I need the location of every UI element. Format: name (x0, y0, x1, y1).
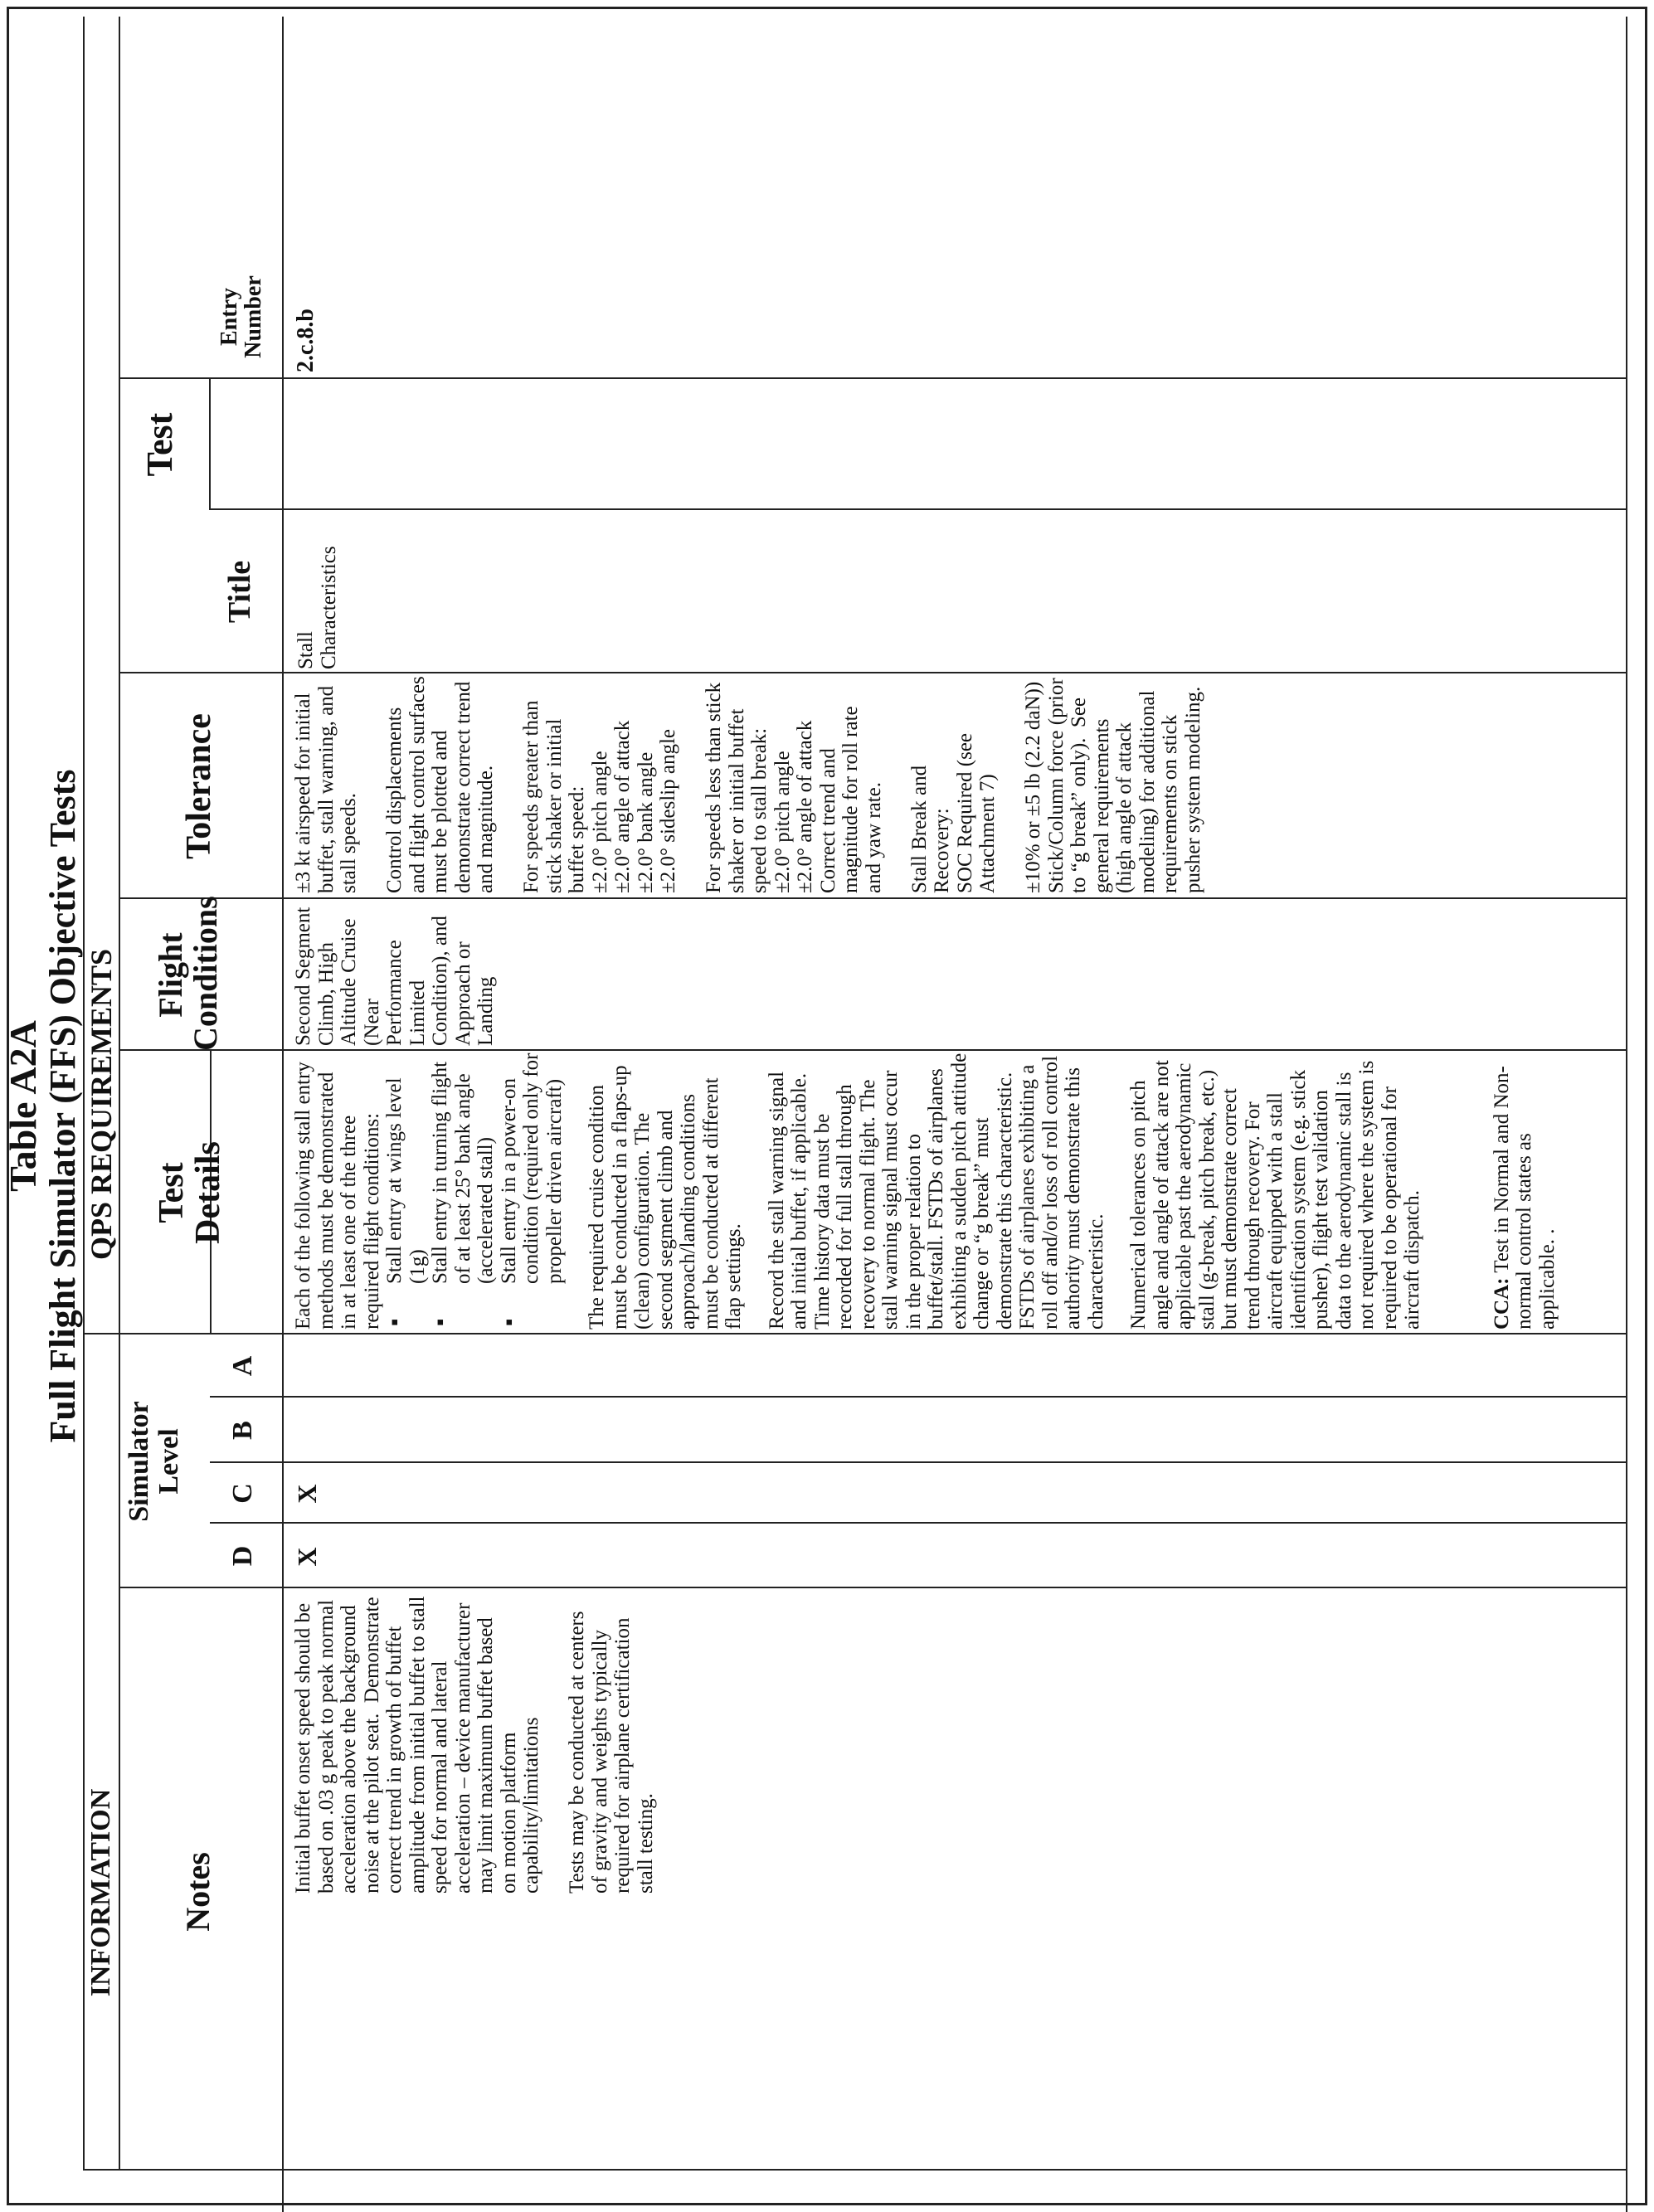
rule-level-ab (210, 1396, 1626, 1398)
header-level-a: A (227, 1355, 258, 1377)
section-information: INFORMATION (85, 1788, 116, 1997)
section-qps: QPS REQUIREMENTS (85, 948, 118, 1260)
rule-under-sections (119, 17, 120, 2171)
cca-text: Test in Normal and Non-normal control states as applicable. . (1490, 1066, 1559, 1330)
details-paragraph-3: Record the stall warning signal and initial buffet, if applicable. Time history data must be recorded for full stall through recovery to normal flight. The stall warning signal must occur in the proper relation to buffet/stall. FSTDs of airplanes exhibiting a sudden pitch attitude change or “g break” must demonstrate this characteristic. FSTDs of airplanes exhibiting a roll off and/or loss of roll control authority must demonstrate this characteristic. (765, 1053, 1107, 1330)
header-tolerance: Tolerance (180, 713, 218, 859)
header-entry-number: Entry Number (216, 275, 267, 358)
header-test-details: Test Details (153, 1141, 228, 1244)
row-entry-number: 2.c.8.b (293, 309, 319, 372)
rule-level-bc (210, 1461, 1626, 1463)
details-intro: Each of the following stall entry methods must be demonstrated in at least one of the three required flight conditions: (292, 1062, 383, 1330)
table-title: Full Flight Simulator (FFS) Objective Tests (42, 769, 83, 1443)
rule-title-entry (119, 377, 1626, 379)
rule-conditions-details (119, 1049, 1626, 1051)
details-cca (1491, 1053, 1559, 1330)
header-title: Title (222, 560, 257, 624)
rule-level-cd (210, 1522, 1626, 1524)
rule-left-qps (83, 2169, 1626, 2171)
details-paragraph-4: Numerical tolerances on pitch angle and angle of attack are not applicable past the aerodynamic stall (g-break, pitch break, etc.) but must demonstrate correct trend through recovery. For aircraft equipped with a stall identification system (e.g. stick pusher), flight test validation data to the aerodynamic stall is not required where the system is required to be operational for aircraft dispatch. (1127, 1060, 1423, 1330)
cca-label: CCA: (1490, 1277, 1513, 1330)
details-bullet-list (383, 1053, 566, 1330)
row-test-details (292, 1053, 1559, 1330)
rule-tolerance-conditions (119, 897, 1626, 899)
row-level-d: X (292, 1547, 322, 1567)
details-bullet-2: ▪ Stall entry in turning flight of at least 25° bank angle (accelerated stall) (429, 1053, 498, 1330)
rule-test-split (209, 379, 211, 510)
row-tolerance: ±3 kt airspeed for initial buffet, stall warning, and stall speeds. Control displacements and flight control surfaces must be plotted and demonstrate correct trend and magnitude. For speeds greater than stick shaker or initial buffet speed: ±2.0° pitch angle ±2.0° angle of attack ±2.0° bank angle ±2.0° sideslip angle For speeds less than stick shaker or initial buffet speed to stall break: ±2.0° pitch angle ±2.0° angle of attack Correct trend and magnitude for roll rate and yaw rate. Stall Break and Recovery: SOC Required (see Attachment 7) ±10% or ±5 lb (2.2 daN)) Stick/Column force (prior to “g break” only). See general requirements (high angle of attack modeling) for additional requirements on stick pusher system modeling. (292, 676, 1204, 893)
table-label: Table A2A (2, 1020, 44, 1192)
rule-title-tolerance (119, 672, 1626, 673)
rule-qps-info (83, 1333, 1626, 1334)
rule-level-notes (119, 1587, 1626, 1588)
header-test: Test (139, 412, 180, 477)
header-level-d: D (227, 1545, 258, 1567)
row-flight-conditions: Second Segment Climb, High Altitude Cruise (Near Performance Limited Condition), and Approach or Landing (292, 902, 497, 1046)
rule-bottom (1626, 17, 1627, 2212)
row-notes: Initial buffet onset speed should be based on .03 g peak to peak normal acceleration above the background noise at the pilot seat. Demonstrate correct trend in growth of buffet amplitude from initial buffet to stall speed for normal and lateral acceleration – device manufacturer may limit maximum buffet based on motion platform capability/limitations Tests may be conducted at centers of gravity and weights typically required for airplane certification stall testing. (292, 1596, 657, 1894)
details-bullet-3: ▪ Stall entry in a power-on condition (required only for propeller driven aircraft) (498, 1053, 567, 1330)
header-level-b: B (227, 1421, 258, 1440)
header-level-c: C (227, 1483, 258, 1504)
row-title: Stall Characteristics (294, 546, 340, 669)
rule-test-title (210, 508, 1626, 510)
details-bullet-1: ▪ Stall entry at wings level (1g) (383, 1053, 429, 1330)
header-notes: Notes (179, 1852, 216, 1932)
details-paragraph-2: The required cruise condition must be conducted in a flaps-up (clean) configuration. The second segment climb and approach/landing conditions must be conducted at different flap settings. (586, 1065, 745, 1330)
row-level-c: X (292, 1484, 322, 1504)
header-flight-conditions: Flight Conditions (152, 896, 224, 1051)
header-simulator-level: Simulator Level (124, 1401, 184, 1522)
rule-under-headers (282, 17, 284, 2212)
